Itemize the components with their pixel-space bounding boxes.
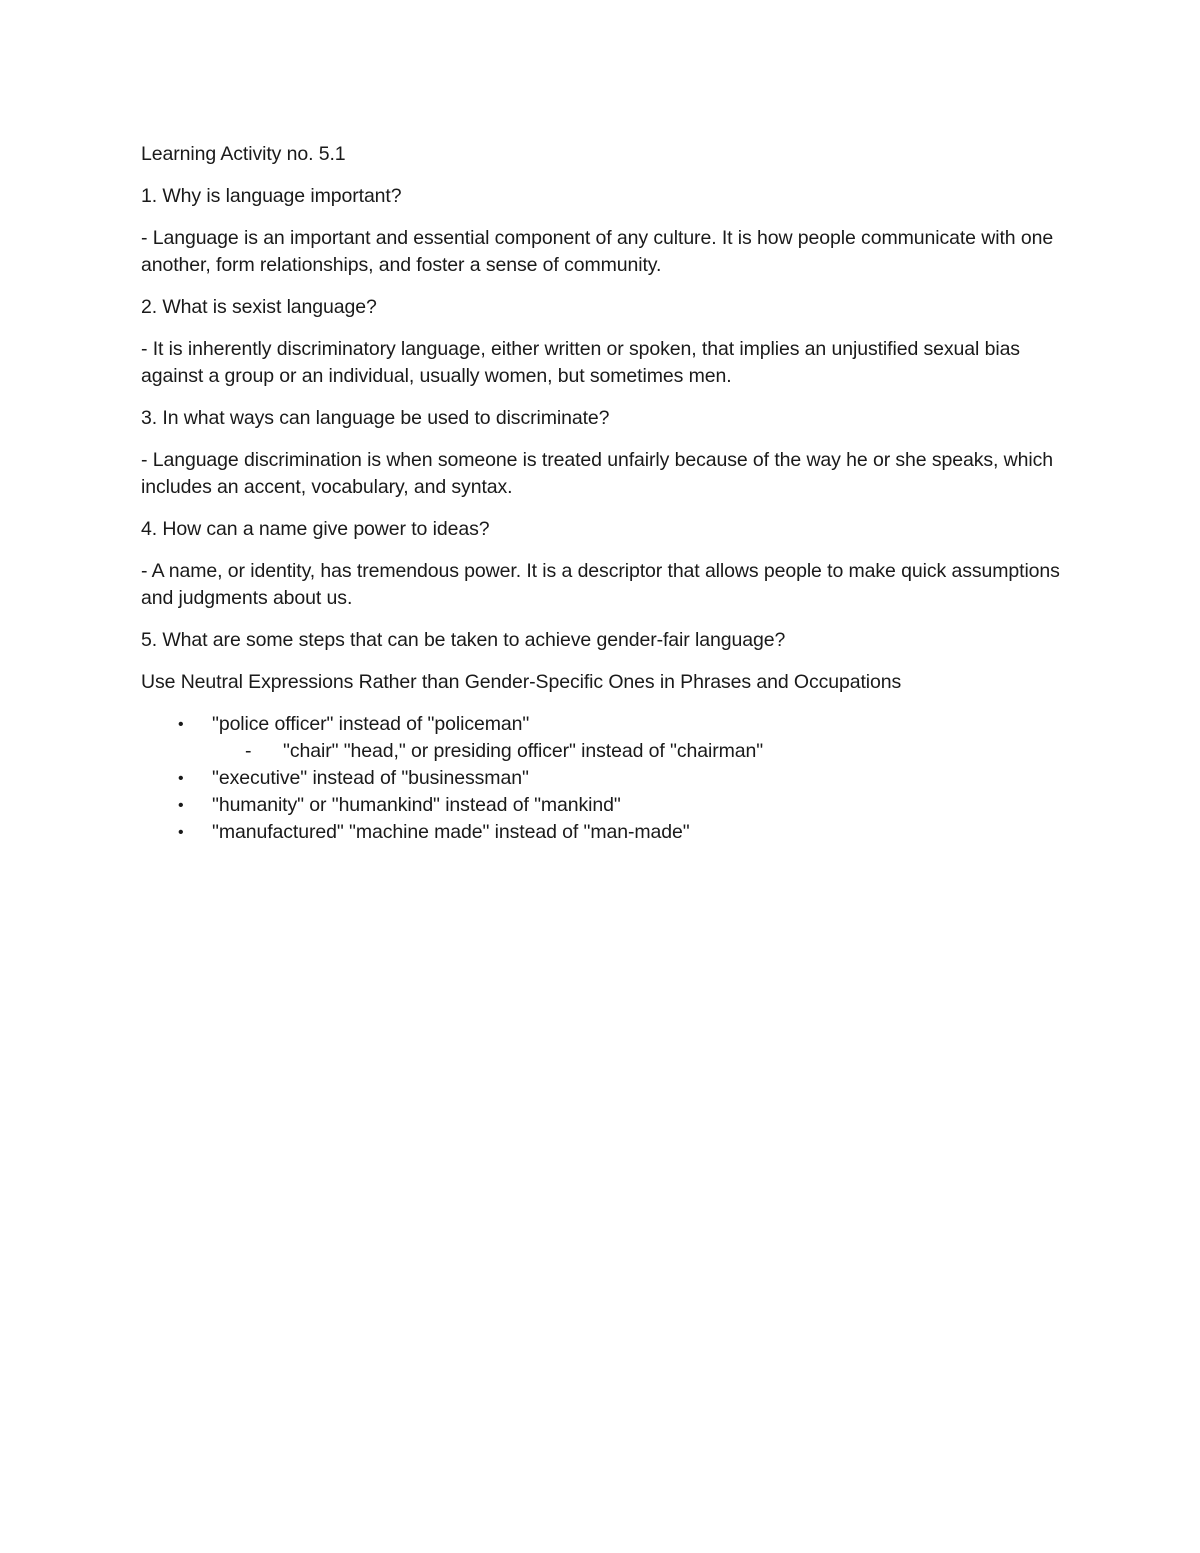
bullet-icon: • bbox=[178, 824, 184, 841]
steps-heading: Use Neutral Expressions Rather than Gender-Specific Ones in Phrases and Occupations bbox=[141, 671, 902, 693]
question-3: 3. In what ways can language be used to discriminate? bbox=[141, 407, 610, 429]
list-item-text: "police officer" instead of "policeman" bbox=[212, 713, 530, 735]
list-item-text: "executive" instead of "businessman" bbox=[212, 767, 529, 789]
question-4: 4. How can a name give power to ideas? bbox=[141, 518, 490, 540]
list-item bbox=[141, 711, 1061, 738]
list-item-text: "chair" "head," or presiding officer" instead of "chairman" bbox=[283, 740, 764, 762]
dash-icon: - bbox=[245, 740, 252, 762]
question-2: 2. What is sexist language? bbox=[141, 296, 377, 318]
document-title: Learning Activity no. 5.1 bbox=[141, 143, 346, 165]
answer-3: - Language discrimination is when someone is treated unfairly because of the way he or she speaks, which includes an accent, vocabulary, and syntax. bbox=[141, 449, 1054, 498]
bullet-icon: • bbox=[178, 770, 184, 787]
list-item bbox=[141, 792, 1061, 819]
list-item bbox=[141, 765, 1061, 792]
bullet-icon: • bbox=[178, 797, 184, 814]
answer-2: - It is inherently discriminatory language, either written or spoken, that implies an unjustified sexual bias against a group or an individual, usually women, but sometimes men. bbox=[141, 338, 1020, 387]
list-item-text: "manufactured" "machine made" instead of "man-made" bbox=[212, 821, 690, 843]
list-item-text: "humanity" or "humankind" instead of "mankind" bbox=[212, 794, 621, 816]
answer-1: - Language is an important and essential component of any culture. It is how people communicate with one another, form relationships, and foster a sense of community. bbox=[141, 227, 1054, 276]
question-5: 5. What are some steps that can be taken to achieve gender-fair language? bbox=[141, 629, 786, 651]
list-item bbox=[141, 819, 1061, 846]
answer-4: - A name, or identity, has tremendous power. It is a descriptor that allows people to make quick assumptions and judgments about us. bbox=[141, 560, 1060, 609]
steps-list bbox=[141, 711, 1061, 846]
bullet-icon: • bbox=[178, 716, 184, 733]
document-body bbox=[141, 141, 1061, 846]
question-1: 1. Why is language important? bbox=[141, 185, 402, 207]
sub-list-item bbox=[141, 738, 1061, 765]
